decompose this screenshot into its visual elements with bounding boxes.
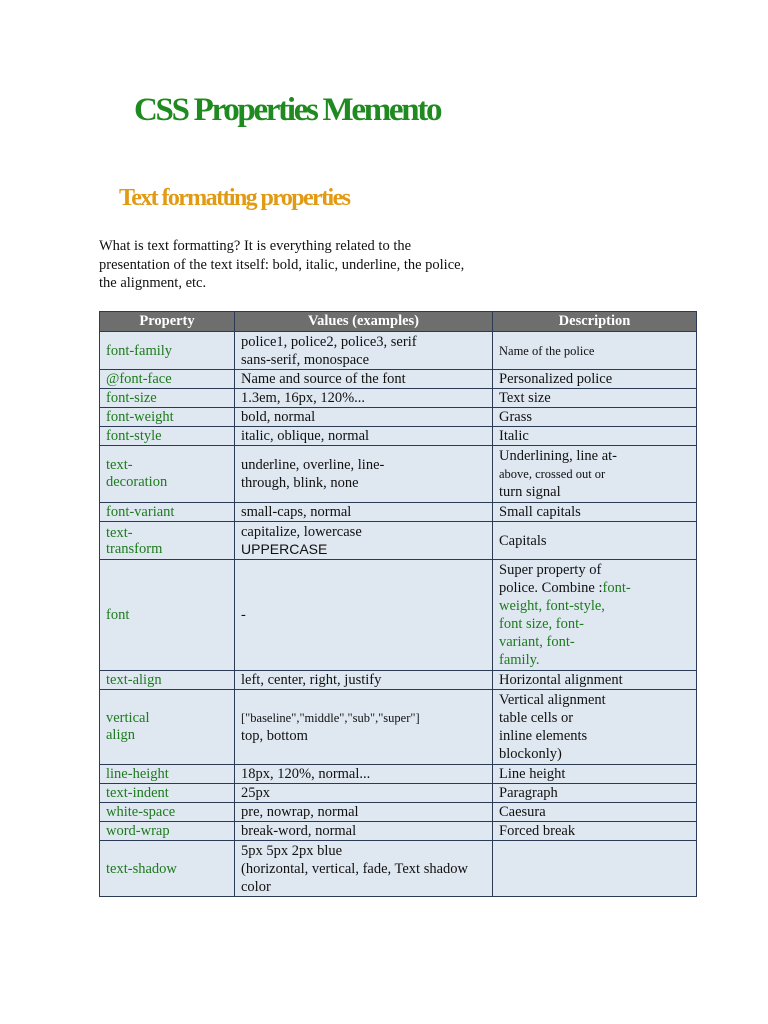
description-cell: Small capitals	[493, 503, 697, 522]
values-cell: underline, overline, line- through, blink, none	[235, 446, 493, 503]
property-cell: line-height	[100, 765, 235, 784]
table-row	[100, 503, 697, 522]
intro-paragraph: What is text formatting? It is everything related to the presentation of the text itself: bold, italic, underline, the police, the alignment, etc.	[99, 238, 465, 291]
description-cell: Forced break	[493, 822, 697, 841]
property-cell: @font-face	[100, 370, 235, 389]
description-cell: Name of the police	[493, 332, 697, 370]
description-cell: Grass	[493, 408, 697, 427]
property-cell: font-family	[100, 332, 235, 370]
property-cell: word-wrap	[100, 822, 235, 841]
table-row	[100, 690, 697, 765]
values-cell: 18px, 120%, normal...	[235, 765, 493, 784]
header-description: Description	[493, 312, 697, 332]
description-cell: Caesura	[493, 803, 697, 822]
property-cell: text-shadow	[100, 841, 235, 897]
description-cell: Horizontal alignment	[493, 671, 697, 690]
property-cell: font	[100, 560, 235, 671]
description-cell: Line height	[493, 765, 697, 784]
property-cell: font-variant	[100, 503, 235, 522]
table-row	[100, 446, 697, 503]
values-cell: capitalize, lowercase UPPERCASE	[235, 522, 493, 560]
table-row	[100, 671, 697, 690]
values-cell: italic, oblique, normal	[235, 427, 493, 446]
table-row	[100, 784, 697, 803]
table-row	[100, 427, 697, 446]
property-cell: text-align	[100, 671, 235, 690]
table-row	[100, 408, 697, 427]
table-row	[100, 389, 697, 408]
property-cell: font-style	[100, 427, 235, 446]
description-cell: Paragraph	[493, 784, 697, 803]
values-cell: break-word, normal	[235, 822, 493, 841]
values-cell: 25px	[235, 784, 493, 803]
description-cell	[493, 841, 697, 897]
property-cell: text-decoration	[100, 446, 235, 503]
property-cell: vertical align	[100, 690, 235, 765]
description-cell: Personalized police	[493, 370, 697, 389]
header-values: Values (examples)	[235, 312, 493, 332]
table-row	[100, 803, 697, 822]
table-row	[100, 522, 697, 560]
values-cell: Name and source of the font	[235, 370, 493, 389]
table-header-row	[100, 312, 697, 332]
values-cell: small-caps, normal	[235, 503, 493, 522]
values-cell: pre, nowrap, normal	[235, 803, 493, 822]
table-row	[100, 560, 697, 671]
table-row	[100, 332, 697, 370]
description-cell: Capitals	[493, 522, 697, 560]
table-row	[100, 841, 697, 897]
property-cell: font-size	[100, 389, 235, 408]
values-cell: police1, police2, police3, serif sans-serif, monospace	[235, 332, 493, 370]
description-cell: Text size	[493, 389, 697, 408]
section-title: Text formatting properties	[119, 185, 350, 211]
values-cell: 1.3em, 16px, 120%...	[235, 389, 493, 408]
css-properties-table	[99, 311, 697, 897]
values-cell: ["baseline","middle","sub","super"] top, bottom	[235, 690, 493, 765]
header-property: Property	[100, 312, 235, 332]
table-row	[100, 822, 697, 841]
description-cell: Super property of police. Combine :font- weight, font-style, font size, font- variant, font- family.	[493, 560, 697, 671]
property-cell: text-indent	[100, 784, 235, 803]
values-cell: -	[235, 560, 493, 671]
description-cell: Vertical alignment table cells or inline elements blockonly)	[493, 690, 697, 765]
description-cell: Underlining, line at- above, crossed out or turn signal	[493, 446, 697, 503]
values-cell: left, center, right, justify	[235, 671, 493, 690]
property-cell: white-space	[100, 803, 235, 822]
property-cell: font-weight	[100, 408, 235, 427]
description-cell: Italic	[493, 427, 697, 446]
values-cell: bold, normal	[235, 408, 493, 427]
values-cell: 5px 5px 2px blue (horizontal, vertical, fade, Text shadow color	[235, 841, 493, 897]
document-title: CSS Properties Memento	[134, 92, 441, 128]
table-row	[100, 765, 697, 784]
property-cell: text-transform	[100, 522, 235, 560]
table-row	[100, 370, 697, 389]
